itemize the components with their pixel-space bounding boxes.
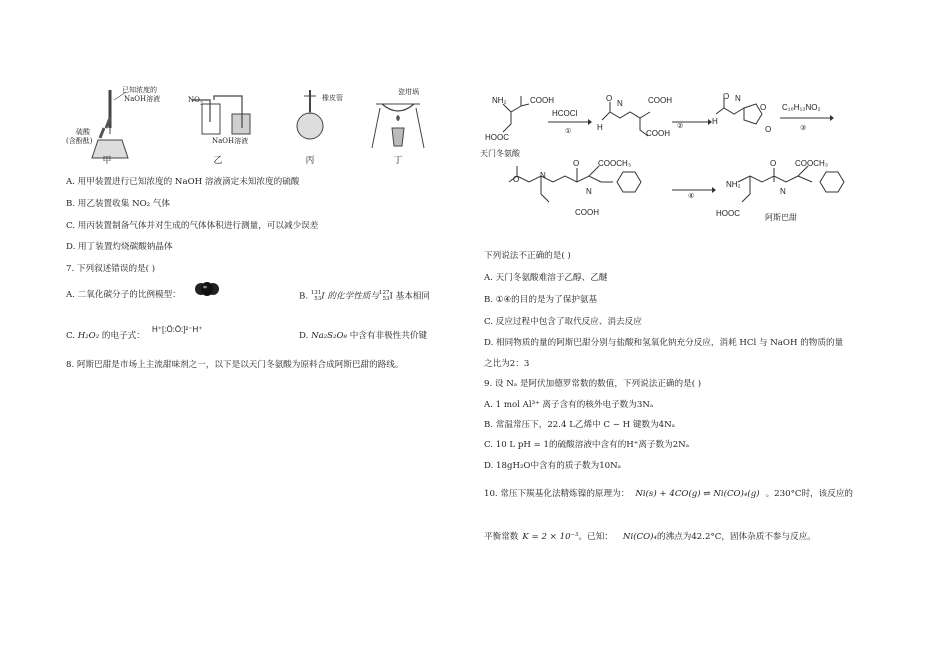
protected-o-1: O [513,175,520,184]
q6-option-b: B. 用乙装置收集 NO₂ 气体 [66,199,171,209]
q10-line-2: 平衡常数 K = 2 × 10⁻⁵。已知： Ni(CO)₄的沸点为42.2°C，固体杂质不参与反应。 [484,532,816,542]
anhydride-h: H [712,117,718,126]
label-step-4: ④ [688,192,695,200]
q8-stem: 8. 阿斯巴甜是市场上主流甜味剂之一，以下是以天门冬氨酸为原料合成阿斯巴甜的路线。 [66,360,404,370]
aspartame-coch3: COOCH₃ [795,159,829,168]
aspartame-nh2: NH₂ [726,180,741,189]
apparatus-a-label-3: 硫酸 [76,128,90,136]
q7-option-b: B. 131 53I 的化学性质与127 53I 基本相同 [299,290,430,302]
reagent-step-3: C₁₀H₁₃NO₂ [782,103,821,112]
apparatus-b-caption: 乙 [213,156,223,166]
anhydride-o-bottom: O [765,125,772,134]
q7-option-d: D. Na₂S₂O₈ 中含有非极性共价键 [299,331,428,341]
apparatus-d-drawing [368,88,428,152]
product-compound-name: 阿斯巴甜 [765,213,797,222]
q9-option-c: C. 10 L pH = 1的硫酸溶液中含有的H⁺离子数为2Nₐ [484,440,690,450]
aspartic-cooh: COOH [530,96,554,105]
aspartame-hooc: HOOC [716,209,740,218]
anhydride-o-top: O [723,92,730,101]
q9-stem: 9. 设 Nₐ 是阿伏加德罗常数的数值，下列说法正确的是( ) [484,379,702,389]
protected-o-2: O [573,159,580,168]
co2-model-icon [194,281,220,297]
arrow-step-1 [548,118,592,126]
apparatus-a-label-2: NaOH溶液 [124,95,161,103]
q7-stem: 7. 下列叙述错误的是( ) [66,264,156,274]
protected-n-2: N [586,187,592,196]
apparatus-b-label-1: $NO_2$ [188,96,204,107]
label-step-1: ① [565,127,572,135]
aspartame-n: N [780,187,786,196]
apparatus-a-caption: 甲 [102,156,112,166]
apparatus-d-caption: 丁 [393,156,403,166]
protected-cooh: COOH [575,208,599,217]
label-step-3: ③ [800,124,807,132]
q8-option-a: A. 天门冬氨酸难溶于乙醇、乙醚 [484,273,608,283]
q7-lewis-structure: H⁺[:Ö:Ö:]²⁻H⁺ [152,325,203,334]
reagent-step-1: HCOCl [552,109,578,118]
apparatus-a-label-4: (含酚酞) [66,137,93,145]
q8-option-d-line1: D. 相同物质的量的阿斯巴甜分别与盐酸和氢氧化钠充分反应，消耗 HCl 与 NaOH 的物质的量 [484,338,844,348]
q6-option-c: C. 用丙装置制备气体并对生成的气体体积进行测量，可以减少误差 [66,221,319,231]
q9-option-a: A. 1 mol Al³⁺ 离子含有的核外电子数为3Nₐ [484,400,654,410]
arrow-step-3 [780,114,834,122]
q9-option-b: B. 常温常压下，22.4 L乙烯中 C − H 键数为4Nₐ [484,420,675,430]
q6-option-a: A. 用甲装置进行已知浓度的 NaOH 溶液滴定未知浓度的硫酸 [66,177,300,187]
formyl-h: H [597,123,603,132]
apparatus-c-caption: 丙 [305,156,315,166]
formyl-cooh-bottom: COOH [646,129,670,138]
anhydride-n: N [735,94,741,103]
q8-option-c: C. 反应过程中包含了取代反应、消去反应 [484,317,642,327]
protected-coch3: COOCH₃ [598,159,632,168]
apparatus-d-label: 瓷坩埚 [398,88,419,96]
apparatus-a-label-1: 已知浓度的 [122,86,157,94]
apparatus-c-label: 橡皮管 [322,94,343,102]
aspartic-hooc: HOOC [485,133,509,142]
apparatus-b-label-2: NaOH溶液 [212,137,249,145]
anhydride-o-ring: O [760,103,767,112]
protected-n-1: N [540,171,546,180]
q8-option-b: B. ①④的目的是为了保护氨基 [484,295,598,305]
q8-option-d-line2: 之比为2：3 [484,359,530,369]
label-step-2: ② [677,122,684,130]
q8-sub-stem: 下列说法不正确的是( ) [484,251,571,261]
q7-option-c: C. H₂O₂ 的电子式： [66,331,145,341]
formyl-n: N [617,99,623,108]
q9-option-d: D. 18gH₂O中含有的质子数为10Nₐ [484,461,621,471]
formyl-o: O [606,94,613,103]
aspartic-nh2: NH₂ [492,96,507,105]
start-compound-name: 天门冬氨酸 [480,149,520,158]
aspartame-o: O [770,159,777,168]
formyl-cooh-top: COOH [648,96,672,105]
q6-option-d: D. 用丁装置灼烧碳酸钠晶体 [66,242,173,252]
q7-option-a: A. 二氧化碳分子的比例模型： [66,290,181,300]
q10-line-1: 10. 常压下羰基化法精炼镍的原理为： Ni(s) + 4CO(g) ⇌ Ni(CO)₄(g) 。230°C时，该反应的 [484,489,854,499]
